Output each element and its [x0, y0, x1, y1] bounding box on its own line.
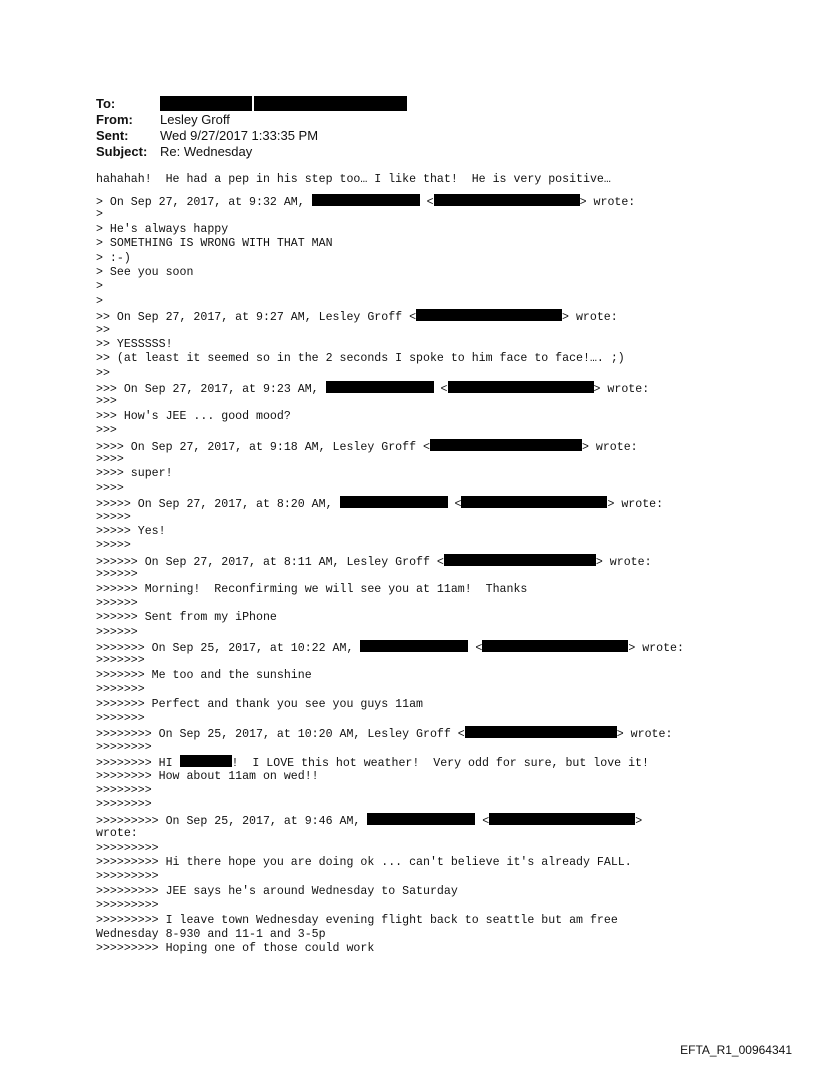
body-line: >>>>>>>>> I leave town Wednesday evening flight back to seattle but am free [96, 913, 618, 927]
wrote-text: > wrote: [581, 440, 638, 454]
body-line: >>>>> [96, 510, 131, 524]
body-line: > He's always happy [96, 222, 229, 236]
wrote-text: > wrote: [562, 311, 618, 325]
body-line: > [96, 208, 103, 222]
email-header [96, 96, 407, 160]
body-line: >>>>>>>>> [96, 899, 159, 913]
redaction-block [180, 755, 232, 767]
body-line: >>>>>> [96, 625, 138, 639]
redaction-block [448, 381, 594, 393]
body-line: >>>>>>>> [96, 784, 152, 797]
body-line: >>>>>>> [96, 712, 145, 726]
wrote-text: > wrote: [595, 555, 652, 569]
quote-header-text: >>> On Sep 27, 2017, at 9:23 AM, [96, 383, 326, 397]
redaction-block [367, 813, 475, 825]
bracket-close-text: > [635, 814, 643, 828]
from-value: Lesley Groff [160, 112, 230, 127]
body-line: >> YESSSSS! [96, 337, 173, 351]
body-line: wrote: [96, 827, 138, 841]
body-line: >>>>>> [96, 568, 138, 582]
body-line: >> [96, 323, 110, 337]
quote-header-line [96, 813, 736, 827]
redaction-block [444, 554, 596, 566]
wrote-text: > wrote: [579, 195, 636, 209]
redaction-block [489, 813, 635, 825]
document-id: EFTA_R1_00964341 [680, 1043, 792, 1057]
sent-value: Wed 9/27/2017 1:33:35 PM [160, 128, 319, 143]
wrote-text: > wrote: [593, 383, 650, 397]
subject-value: Re: Wednesday [160, 144, 253, 159]
body-line: >> [96, 366, 110, 380]
greeting-text: >>>>>>>> HI [96, 757, 180, 771]
body-line: >>> How's JEE ... good mood? [96, 409, 291, 423]
body-line: >>>>>>>> [96, 740, 152, 754]
subject-label: Subject: [96, 144, 148, 159]
redaction-block [360, 640, 468, 652]
quote-header-text: >> On Sep 27, 2017, at 9:27 AM, Lesley Groff < [96, 311, 417, 325]
body-line: >>>>>>>>> Hi there hope you are doing ok ... can't believe it's already FALL. [96, 855, 632, 869]
body-line: > [96, 294, 103, 308]
quote-header-text: >>>>> On Sep 27, 2017, at 8:20 AM, [96, 498, 340, 512]
sent-label: Sent: [96, 128, 129, 143]
sent-row [96, 128, 407, 144]
quote-header-text: >>>>>>>>> On Sep 25, 2017, at 9:46 AM, [96, 814, 368, 828]
body-line: >>>>>>>>> [96, 870, 159, 884]
from-label: From: [96, 112, 133, 127]
redaction-block [340, 496, 448, 508]
redaction-block [416, 309, 562, 321]
body-line: >>>>>>>> [96, 798, 152, 812]
redaction-block [482, 640, 628, 652]
quote-header-line [96, 640, 736, 654]
bracket-text: < [433, 383, 448, 397]
wrote-text: > wrote: [628, 642, 684, 656]
body-line: >>>>>>> Perfect and thank you see you guys 11am [96, 697, 423, 711]
quote-header-line [96, 496, 736, 510]
quote-header-line [96, 726, 736, 740]
quote-header-text: >>>>>> On Sep 27, 2017, at 8:11 AM, Lesley Groff < [96, 555, 444, 569]
quote-header-line [96, 554, 736, 568]
subject-row [96, 144, 407, 160]
to-value [160, 96, 407, 112]
body-line: > :-) [96, 251, 131, 265]
body-line: >> (at least it seemed so in the 2 seconds I spoke to him face to face!…. ;) [96, 352, 625, 366]
bracket-text: < [447, 498, 462, 512]
body-line: >>>>> Yes! [96, 524, 166, 538]
quote-header-line [96, 381, 736, 395]
redaction-block [430, 439, 582, 451]
quote-header-line [96, 194, 736, 208]
body-line: > [96, 280, 103, 294]
body-line: hahahah! He had a pep in his step too… I like that! He is very positive… [96, 173, 611, 186]
body-line: >>>> [96, 481, 124, 495]
body-line: >>>> [96, 453, 124, 467]
body-line: > See you soon [96, 265, 194, 279]
body-line: >>>>>> Sent from my iPhone [96, 611, 277, 625]
body-line: >>>>>>>>> JEE says he's around Wednesday to Saturday [96, 884, 458, 898]
quote-header-text: >>>> On Sep 27, 2017, at 9:18 AM, Lesley Groff < [96, 440, 430, 454]
quote-header-text: >>>>>>>> On Sep 25, 2017, at 10:20 AM, Lesley Groff < [96, 728, 465, 742]
greeting-line [96, 755, 736, 769]
quote-header-text: > On Sep 27, 2017, at 9:32 AM, [96, 195, 312, 209]
body-line: >>>> super! [96, 467, 173, 481]
body-line: >>>>>>>> How about 11am on wed!! [96, 769, 319, 783]
body-line: >>>>> [96, 539, 131, 553]
wrote-text: > wrote: [616, 728, 673, 742]
redaction-block [465, 726, 617, 738]
redaction-block [326, 381, 434, 393]
bracket-text: < [475, 814, 490, 828]
body-line: >>>>>>> [96, 683, 145, 697]
quote-header-line [96, 309, 736, 323]
quote-header-line [96, 439, 736, 453]
email-body [96, 173, 736, 957]
bracket-text: < [468, 642, 483, 656]
body-line: >>>>>>> Me too and the sunshine [96, 668, 312, 682]
bracket-text: < [419, 195, 434, 209]
wrote-text: > wrote: [607, 498, 664, 512]
body-line: >>>>>> [96, 596, 138, 610]
body-line: Wednesday 8-930 and 11-1 and 3-5p [96, 927, 326, 941]
body-line: >>>>>> Morning! Reconfirming we will see you at 11am! Thanks [96, 582, 528, 596]
body-line: >>> [96, 424, 117, 438]
body-line: >>>>>>> [96, 654, 145, 668]
body-line: >>>>>>>>> [96, 841, 159, 855]
redaction-block [312, 194, 420, 206]
greeting-rest-text: ! I LOVE this hot weather! Very odd for sure, but love it! [231, 757, 649, 771]
to-label: To: [96, 96, 116, 111]
to-row [96, 96, 407, 112]
from-row [96, 112, 407, 128]
redaction-block [254, 96, 407, 111]
body-line: >>> [96, 395, 117, 409]
redaction-block [461, 496, 607, 508]
redaction-block [434, 194, 580, 206]
quote-header-text: >>>>>>> On Sep 25, 2017, at 10:22 AM, [96, 642, 361, 656]
redaction-block [160, 96, 252, 111]
body-line: > SOMETHING IS WRONG WITH THAT MAN [96, 237, 333, 251]
body-line: >>>>>>>>> Hoping one of those could work [96, 942, 375, 956]
